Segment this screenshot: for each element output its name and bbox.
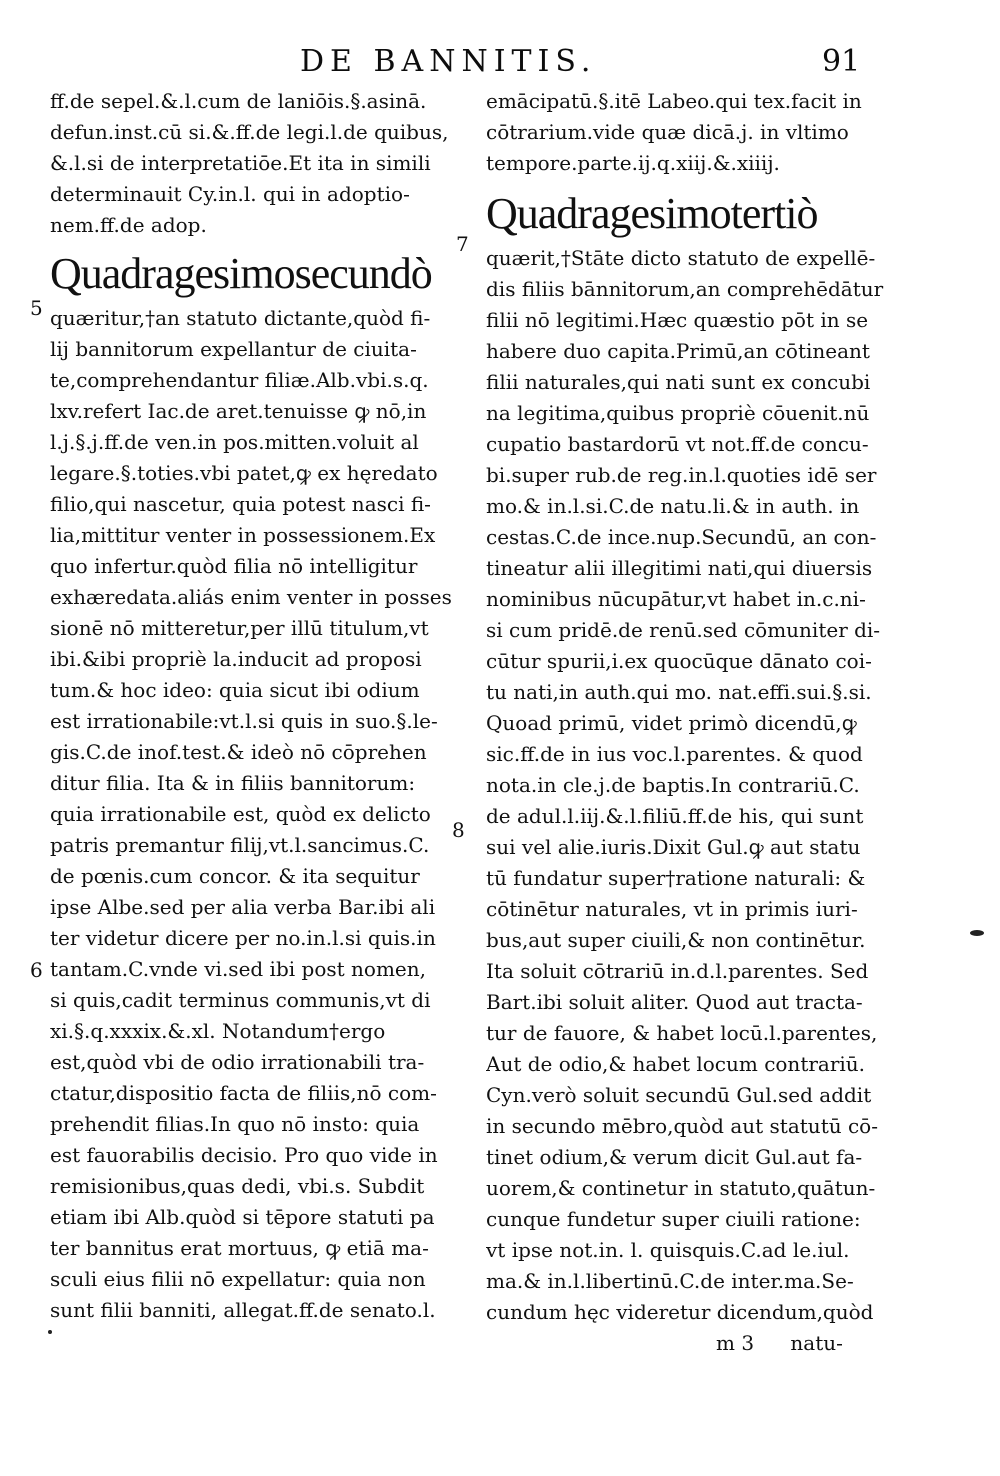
text-line: ma.& in.l.libertinū.C.de inter.ma.Se- xyxy=(486,1269,854,1293)
running-title: DE BANNITIS. xyxy=(300,44,597,79)
text-line: est fauorabilis decisio. Pro quo vide in xyxy=(50,1143,438,1167)
text-line: ter videtur dicere per no.in.l.si quis.in xyxy=(50,926,436,950)
text-line: Aut de odio,& habet locum contrariū. xyxy=(486,1052,866,1076)
page-number: 91 xyxy=(822,44,861,79)
text-line: in secundo mēbro,quòd aut statutū cō- xyxy=(486,1114,878,1138)
text-line: prehendit filias.In quo nō insto: quia xyxy=(50,1112,420,1136)
text-line: sionē nō mitteretur,per illū titulum,vt xyxy=(50,616,429,640)
text-line: Quoad primū, videt primò dicendū,ꝙ xyxy=(486,711,857,735)
text-line: determinauit Cy.in.l. qui in adoptio- xyxy=(50,182,410,206)
text-line: &.l.si de interpretatiōe.Et ita in simili xyxy=(50,151,431,175)
catchword: natu- xyxy=(790,1331,843,1355)
text-line: quia irrationabile est, quòd ex delicto xyxy=(50,802,431,826)
text-line: quæritur,†an statuto dictante,quòd fi- xyxy=(50,306,431,330)
text-line: filio,qui nascetur, quia potest nasci fi- xyxy=(50,492,431,516)
text-line: lia,mittitur venter in possessionem.Ex xyxy=(50,523,436,547)
text-line: remisionibus,quas dedi, vbi.s. Subdit xyxy=(50,1174,425,1198)
text-line: Bart.ibi soluit aliter. Quod aut tracta- xyxy=(486,990,863,1014)
text-line: ff.de sepel.&.l.cum de laniōis.§.asinā. xyxy=(50,89,427,113)
text-line: sui vel alie.iuris.Dixit Gul.ꝙ aut statu xyxy=(486,835,861,859)
text-line: si cum pridē.de renū.sed cōmuniter di- xyxy=(486,618,881,642)
text-line: nominibus nūcupātur,vt habet in.c.ni- xyxy=(486,587,866,611)
margin-numeral: 8 xyxy=(452,818,465,842)
ink-speck xyxy=(970,930,984,936)
text-line: te,comprehendantur filiæ.Alb.vbi.s.q. xyxy=(50,368,429,392)
text-line: cōtrarium.vide quæ dicā.j. in vltimo xyxy=(486,120,849,144)
text-line: quo infertur.quòd filia nō intelligitur xyxy=(50,554,418,578)
text-line: vt ipse not.in. l. quisquis.C.ad le.iul. xyxy=(486,1238,850,1262)
text-line: xi.§.q.xxxix.&.xl. Notandum†ergo xyxy=(50,1019,386,1043)
text-line: habere duo capita.Primū,an cōtineant xyxy=(486,339,870,363)
text-line: tineatur alii illegitimi nati,qui diuersis xyxy=(486,556,873,580)
text-line: de adul.l.iij.&.l.filiū.ff.de his, qui sunt xyxy=(486,804,864,828)
text-line: cupatio bastardorū vt not.ff.de concu- xyxy=(486,432,869,456)
text-line: na legitima,quibus propriè cōuenit.nū xyxy=(486,401,870,425)
text-line: nota.in cle.j.de baptis.In contrariū.C. xyxy=(486,773,860,797)
text-line: ipse Albe.sed per alia verba Bar.ibi ali xyxy=(50,895,436,919)
text-line: cōtinētur naturales, vt in primis iuri- xyxy=(486,897,858,921)
text-line: filii nō legitimi.Hæc quæstio pōt in se xyxy=(486,308,869,332)
text-line: cestas.C.de ince.nup.Secundū, an con- xyxy=(486,525,877,549)
margin-numeral: 6 xyxy=(30,958,43,982)
ink-speck xyxy=(48,1330,52,1334)
text-line: filii naturales,qui nati sunt ex concubi xyxy=(486,370,871,394)
margin-numeral: 5 xyxy=(30,296,43,320)
text-line: legare.§.toties.vbi patet,ꝙ ex hęredato xyxy=(50,461,438,485)
left-column xyxy=(50,86,470,1326)
text-line: defun.inst.cū si.&.ff.de legi.l.de quibus, xyxy=(50,120,449,144)
text-line: ditur filia. Ita & in filiis bannitorum: xyxy=(50,771,416,795)
text-line: tinet odium,& verum dicit Gul.aut fa- xyxy=(486,1145,863,1169)
section-heading-42: Quadragesimosecundò xyxy=(50,249,432,298)
text-line: cunque fundetur super ciuili ratione: xyxy=(486,1207,861,1231)
text-line: ctatur,dispositio facta de filiis,nō com- xyxy=(50,1081,437,1105)
text-line: tu nati,in auth.qui mo. nat.effi.sui.§.si. xyxy=(486,680,872,704)
text-line: bus,aut super ciuili,& non continētur. xyxy=(486,928,866,952)
text-line: tantam.C.vnde vi.sed ibi post nomen, xyxy=(50,957,426,981)
text-line: sculi eius filii nō expellatur: quia non xyxy=(50,1267,426,1291)
text-line: tempore.parte.ij.q.xiij.&.xiiij. xyxy=(486,151,780,175)
text-line: tur de fauore, & habet locū.l.parentes, xyxy=(486,1021,878,1045)
text-line: est irrationabile:vt.l.si quis in suo.§.le- xyxy=(50,709,438,733)
text-line: lij bannitorum expellantur de ciuita- xyxy=(50,337,417,361)
text-line: est,quòd vbi de odio irrationabili tra- xyxy=(50,1050,425,1074)
right-column xyxy=(486,86,906,1359)
text-line: bi.super rub.de reg.in.l.quoties idē ser xyxy=(486,463,877,487)
section-heading-43: Quadragesimotertiò xyxy=(486,189,818,238)
text-line: de pœnis.cum concor. & ita sequitur xyxy=(50,864,420,888)
text-line: etiam ibi Alb.quòd si tēpore statuti pa xyxy=(50,1205,435,1229)
text-line: l.j.§.j.ff.de ven.in pos.mitten.voluit al xyxy=(50,430,419,454)
text-line: gis.C.de inof.test.& ideò nō cōprehen xyxy=(50,740,427,764)
text-line: quærit,†Stāte dicto statuto de expellē- xyxy=(486,246,876,270)
text-line: patris premantur filij,vt.l.sancimus.C. xyxy=(50,833,430,857)
text-line: sunt filii banniti, allegat.ff.de senato.l. xyxy=(50,1298,436,1322)
text-line: tū fundatur super†ratione naturali: & xyxy=(486,866,866,890)
text-line: mo.& in.l.si.C.de natu.li.& in auth. in xyxy=(486,494,860,518)
text-line: uorem,& continetur in statuto,quātun- xyxy=(486,1176,876,1200)
signature-mark: m 3 xyxy=(716,1331,755,1355)
margin-numeral: 7 xyxy=(456,232,469,256)
text-line: cundum hęc videretur dicendum,quòd xyxy=(486,1300,874,1324)
text-line: ter bannitus erat mortuus, ꝙ etiā ma- xyxy=(50,1236,429,1260)
text-line: sic.ff.de in ius voc.l.parentes. & quod xyxy=(486,742,863,766)
text-line: tum.& hoc ideo: quia sicut ibi odium xyxy=(50,678,420,702)
text-line: Cyn.verò soluit secundū Gul.sed addit xyxy=(486,1083,872,1107)
text-line: dis filiis bānnitorum,an comprehēdātur xyxy=(486,277,884,301)
text-line: si quis,cadit terminus communis,vt di xyxy=(50,988,431,1012)
text-line: ibi.&ibi propriè la.inducit ad proposi xyxy=(50,647,422,671)
text-line: Ita soluit cōtrariū in.d.l.parentes. Sed xyxy=(486,959,869,983)
text-line: emācipatū.§.itē Labeo.qui tex.facit in xyxy=(486,89,862,113)
text-line: nem.ff.de adop. xyxy=(50,213,207,237)
text-line: exhæredata.aliás enim venter in posses xyxy=(50,585,452,609)
catchword-line xyxy=(486,1328,906,1359)
text-line: cūtur spurii,i.ex quocūque dānato coi- xyxy=(486,649,872,673)
text-line: lxv.refert Iac.de aret.tenuisse ꝙ nō,in xyxy=(50,399,427,423)
